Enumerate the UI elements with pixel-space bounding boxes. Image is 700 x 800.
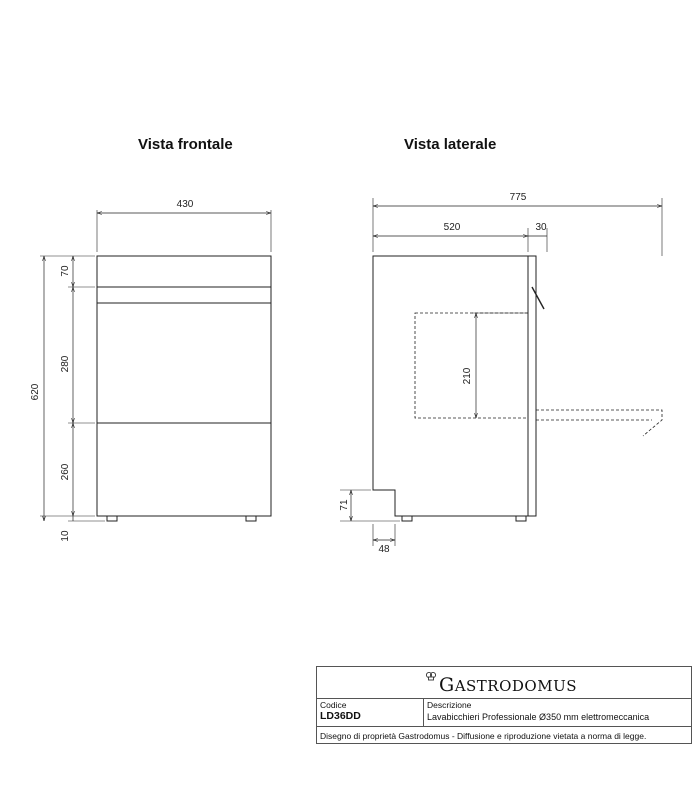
dim-side-total-depth: 775 bbox=[509, 192, 527, 203]
side-body-outline bbox=[373, 256, 528, 516]
side-door-handle bbox=[532, 287, 544, 309]
side-view bbox=[340, 198, 662, 546]
brand-logo bbox=[439, 674, 577, 696]
dim-front-total-height: 620 bbox=[30, 383, 41, 401]
title-block-header bbox=[317, 667, 691, 699]
description-value: Lavabicchieri Professionale Ø350 mm elettromeccanica bbox=[427, 712, 650, 722]
dim-front-bottom: 260 bbox=[60, 463, 71, 481]
title-block-divider bbox=[423, 698, 424, 726]
dim-front-top: 70 bbox=[60, 265, 71, 277]
brand-logo-initial: G bbox=[439, 674, 455, 696]
dim-side-body-depth: 520 bbox=[443, 222, 461, 233]
dim-side-basket: 210 bbox=[462, 367, 473, 385]
front-view-title: Vista frontale bbox=[138, 136, 233, 153]
front-control-panel bbox=[97, 287, 271, 303]
front-view bbox=[40, 210, 271, 521]
dim-front-width: 430 bbox=[176, 199, 194, 210]
dim-side-door-depth: 30 bbox=[535, 222, 547, 233]
side-view-title: Vista laterale bbox=[404, 136, 497, 153]
front-extension-lines bbox=[40, 210, 271, 521]
side-extension-lines bbox=[340, 198, 662, 546]
side-foot-right bbox=[516, 516, 526, 521]
front-foot-right bbox=[246, 516, 256, 521]
side-foot-left bbox=[402, 516, 412, 521]
title-block-separator bbox=[317, 726, 691, 727]
dim-front-door: 280 bbox=[60, 355, 71, 373]
dim-side-notch-height: 71 bbox=[339, 499, 350, 511]
title-block bbox=[316, 666, 692, 744]
side-basket-dashed bbox=[415, 313, 662, 436]
front-body-outline bbox=[97, 256, 271, 516]
front-door bbox=[97, 303, 271, 423]
brand-logo-rest: ASTRODOMUS bbox=[454, 677, 577, 695]
side-door-profile bbox=[528, 256, 536, 516]
code-label: Codice bbox=[320, 700, 347, 710]
ownership-notice: Disegno di proprietà Gastrodomus - Diffusione e riproduzione vietata a norma di legge. bbox=[320, 731, 647, 741]
dim-side-notch-width: 48 bbox=[378, 544, 390, 555]
dim-front-feet: 10 bbox=[60, 530, 71, 542]
code-value: LD36DD bbox=[320, 710, 361, 722]
description-label: Descrizione bbox=[427, 700, 472, 710]
front-foot-left bbox=[107, 516, 117, 521]
chef-hat-icon bbox=[425, 670, 437, 682]
